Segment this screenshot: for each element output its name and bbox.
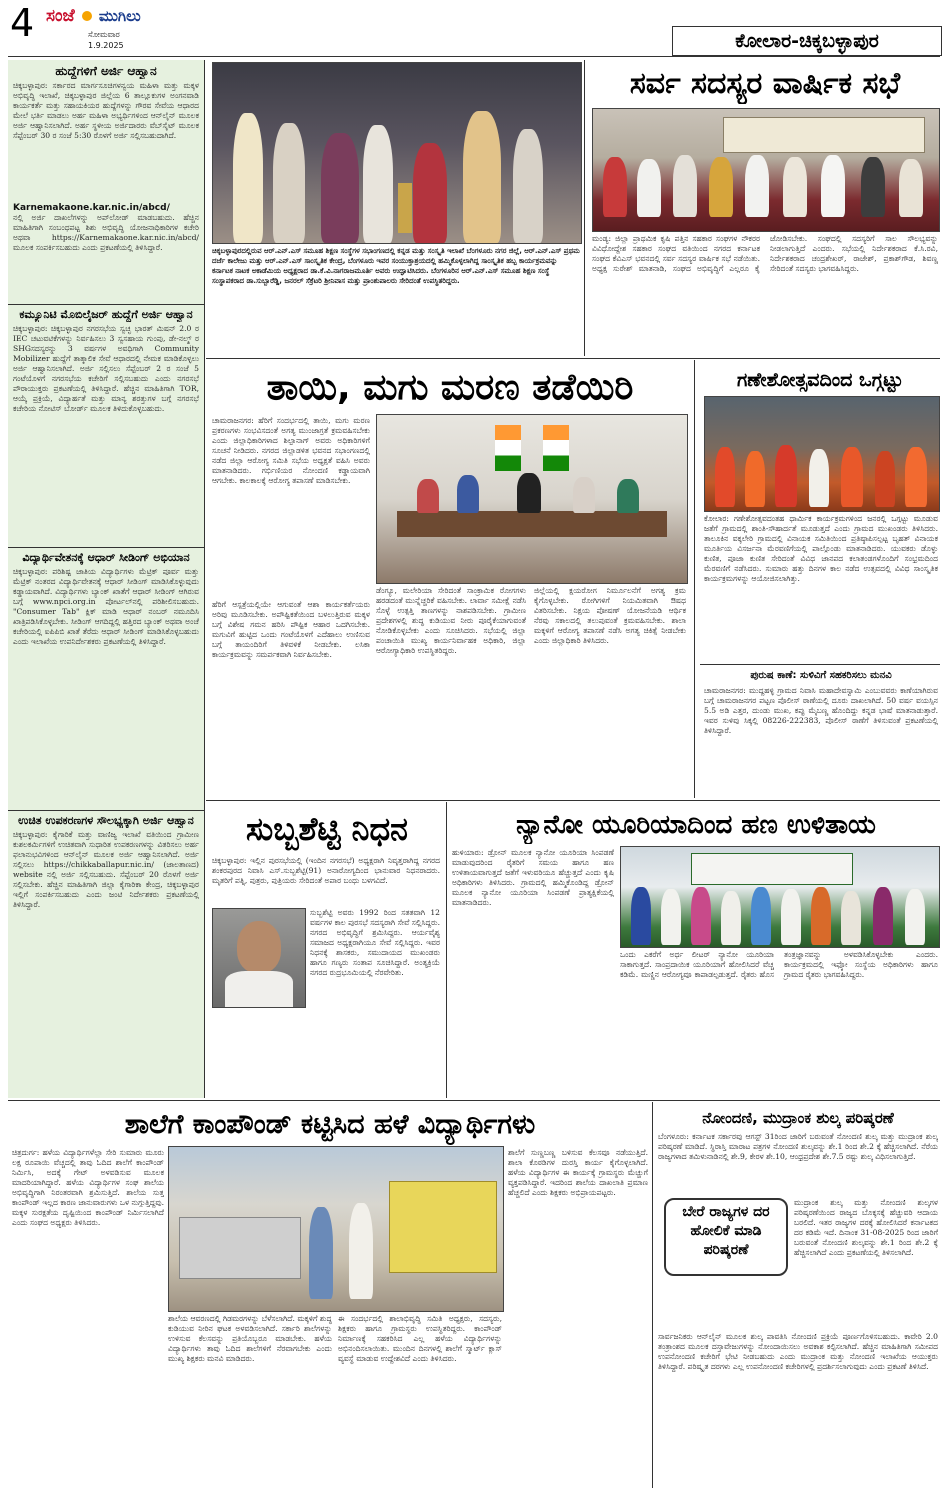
- registration-fee-text2: ಮುದ್ರಾಂಕ ಶುಲ್ಕ ಮತ್ತು ನೋಂದಣಿ ಶುಲ್ಕಗಳ ಪರಿಷ್ಕರಣೆಯಿಂದ ರಾಜ್ಯದ ಬೊಕ್ಕಸಕ್ಕೆ ಹೆಚ್ಚುವರಿ ಆದಾಯ ಬರಲಿದೆ. ಇತರ ರಾಜ್ಯಗಳ ದರಕ್ಕೆ ಹೋಲಿಸಿದರೆ ಕರ್ನಾಟಕದ ದರ ಕಡಿಮೆ ಇದೆ. ದಿನಾಂಕ 31-08-2025 ರಿಂದ ಜಾರಿಗೆ ಬರುವಂತೆ ನೋಂದಣಿ ಶುಲ್ಕವನ್ನು ಶೇ.1 ರಿಂದ ಶೇ.2 ಕ್ಕೆ ಹೆಚ್ಚಿಸಲಾಗಿದೆ ಎಂದು ಪ್ರಕಟಣೆಯಲ್ಲಿ ತಿಳಿಸಲಾಗಿದೆ.: [794, 1198, 938, 1257]
- masthead-name-part1: ಸಂಜೆ: [46, 6, 75, 26]
- mother-child-col1: ಚಾಮರಾಜನಗರ: ಹೆರಿಗೆ ಸಂದರ್ಭದಲ್ಲಿ ತಾಯಿ, ಮಗು ಮರಣ ಪ್ರಕರಣಗಳು ಸಂಭವಿಸದಂತೆ ಅಗತ್ಯ ಮುಂಜಾಗ್ರತೆ ಕ್ರಮವಹಿಸಬೇಕು ಎಂದು ಜಿಲ್ಲಾಧಿಕಾರಿಗಳಾದ ಶಿಲ್ಪಾನಾಗ್ ಅವರು ಅಧಿಕಾರಿಗಳಿಗೆ ಸೂಚನೆ ನೀಡಿದರು. ನಗರದ ಜಿಲ್ಲಾಡಳಿತ ಭವನದ ಸಭಾಂಗಣದಲ್ಲಿ ನಡೆದ ಜಿಲ್ಲಾ ಆರೋಗ್ಯ ಸಮಿತಿ ಸಭೆಯ ಅಧ್ಯಕ್ಷತೆ ವಹಿಸಿ ಅವರು ಮಾತನಾಡಿದರು. ಗರ್ಭಿಣಿಯರ ನೋಂದಣಿ ಕಡ್ಡಾಯವಾಗಿ ಆಗಬೇಕು. ಕಾಲಕಾಲಕ್ಕೆ ಆರೋಗ್ಯ ತಪಾಸಣೆ ಮಾಡಿಸಬೇಕು.: [212, 416, 370, 485]
- notice-text: ಚಿಕ್ಕಬಳ್ಳಾಪುರ: ಚಿಕ್ಕಬಳ್ಳಾಪುರ ನಗರಸಭೆಯ ಸ್ವಚ್ಛ ಭಾರತ್ ಮಿಷನ್ 2.0 ರ IEC ಚಟುವಟಿಕೆಗಳನ್ನು ನಿರ್ವಹಿಸಲು 3 ಸ್ವಸಹಾಯ ಗುಂಪು, ಡೇ-ನಲ್ಮ್ ರ SHGಸದಸ್ಯರನ್ನು 3 ವರ್ಷಗಳ ಅವಧಿಗಾಗಿ Community Mobilizer ಹುದ್ದೆಗೆ ತಾತ್ಕಾಲಿಕ ಸೇವೆ ಆಧಾರದಲ್ಲಿ ನೇಮಕ ಮಾಡಿಕೊಳ್ಳಲು ಅರ್ಜಿ ಆಹ್ವಾನಿಸಲಾಗಿದೆ. ಅರ್ಜಿ ಸಲ್ಲಿಸಲು ಸೆಪ್ಟೆಂಬರ್ 2 ರ ಸಂಜೆ 5 ಗಂಟೆಯೊಳಗೆ ನಗರಸಭೆಯ ಕಚೇರಿಗೆ ಸಲ್ಲಿಸಬಹುದು ಎಂದು ನಗರಸಭೆ ಪೌರಾಯುಕ್ತರು ಪ್ರಕಟಣೆಯಲ್ಲಿ ತಿಳಿಸಿದ್ದಾರೆ. ಹೆಚ್ಚಿನ ಮಾಹಿತಿಗಾಗಿ TOR, ಆಯ್ಕೆ ಪ್ರಕ್ರಿಯೆ, ವಿದ್ಯಾರ್ಹತೆ ಮತ್ತು ಮಾನ್ಯ ಶರತ್ತುಗಳ ಬಗ್ಗೆ ನಗರಸಭೆ ಕಚೇರಿಯ ನೋಟಿಸ್ ಬೋರ್ಡ್ ಮೂಲಕ ತಿಳಿದುಕೊಳ್ಳಬಹುದು.: [13, 324, 199, 413]
- nano-urea-text1: ಹುಳಿಯಾರು: ಡ್ರೋನ್ ಮೂಲಕ ನ್ಯಾನೋ ಯೂರಿಯಾ ಸಿಂಪಡಣೆ ಮಾಡುವುದರಿಂದ ರೈತರಿಗೆ ಸಮಯ ಹಾಗೂ ಹಣ ಉಳಿತಾಯವಾಗುತ್ತದೆ ಜತೆಗೆ ಇಳುವರಿಯೂ ಹೆಚ್ಚುತ್ತದೆ ಎಂದು ಕೃಷಿ ಅಧಿಕಾರಿಗಳು ತಿಳಿಸಿದರು. ಗ್ರಾಮದಲ್ಲಿ ಹಮ್ಮಿಕೊಂಡಿದ್ದ ಡ್ರೋನ್ ಮೂಲಕ ನ್ಯಾನೋ ಯೂರಿಯಾ ಸಿಂಪಡಣೆ ಪ್ರಾತ್ಯಕ್ಷಿಕೆಯಲ್ಲಿ ಮಾತನಾಡಿದರು.: [452, 848, 614, 907]
- registration-fee-text3: ಸಾರ್ವಜನಿಕರು ಆನ್‌ಲೈನ್ ಮೂಲಕ ಶುಲ್ಕ ಪಾವತಿಸಿ ನೋಂದಣಿ ಪ್ರಕ್ರಿಯೆ ಪೂರ್ಣಗೊಳಿಸಬಹುದು. ಕಾವೇರಿ 2.0 ತಂತ್ರಾಂಶದ ಮೂಲಕ ದಸ್ತಾವೇಜುಗಳನ್ನು ನೋಂದಾಯಿಸಲು ಅವಕಾಶ ಕಲ್ಪಿಸಲಾಗಿದೆ. ಹೆಚ್ಚಿನ ಮಾಹಿತಿಗಾಗಿ ಸಮೀಪದ ಉಪನೋಂದಣಿ ಕಚೇರಿಗೆ ಭೇಟಿ ನೀಡಬಹುದು ಎಂದು ಮುದ್ರಾಂಕ ಮತ್ತು ನೋಂದಣಿ ಇಲಾಖೆಯ ಆಯುಕ್ತರು ತಿಳಿಸಿದ್ದಾರೆ. ಪರಿಷ್ಕೃತ ದರಗಳು ಎಲ್ಲ ಉಪನೋಂದಣಿ ಕಚೇರಿಗಳಲ್ಲಿ ಪ್ರದರ್ಶಿಸಲಾಗುವುದು ಎಂದು ಪ್ರಕಟಣೆ ತಿಳಿಸಿದೆ.: [658, 1332, 938, 1371]
- masthead-name-part2: ಮುಗಿಲು: [98, 7, 141, 25]
- obituary-headline: ಸುಬ್ಬಶೆಟ್ಟಿ ನಿಧನ: [246, 810, 408, 848]
- notice-title: ವಿದ್ಯಾರ್ಥಿವೇತನಕ್ಕೆ ಆಧಾರ್ ಸೀಡಿಂಗ್ ಅಭಿಯಾನ: [22, 551, 190, 564]
- notice-text: ಚಿಕ್ಕಬಳ್ಳಾಪುರ: ಕೈಗಾರಿಕೆ ಮತ್ತು ವಾಣಿಜ್ಯ ಇಲಾಖೆ ವತಿಯಿಂದ ಗ್ರಾಮೀಣ ಕುಶಲಕರ್ಮಿಗಳಿಗೆ ಉಚಿತವಾಗಿ ಸುಧಾರಿತ ಉಪಕರಣಗಳನ್ನು ವಿತರಿಸಲು ಅರ್ಹ ಫಲಾನುಭವಿಗಳಿಂದ ಆನ್‌ಲೈನ್ ಮೂಲಕ ಅರ್ಜಿ ಆಹ್ವಾನಿಸಲಾಗಿದೆ. ಅರ್ಜಿ ಸಲ್ಲಿಸಲು https://chikkaballapur.nic.in/ (ಜಾಲತಾಣದ) website ನಲ್ಲಿ ಅರ್ಜಿ ಸಲ್ಲಿಸಬಹುದು. ಸೆಪ್ಟೆಂಬರ್ 20 ರೊಳಗೆ ಅರ್ಜಿ ಸಲ್ಲಿಸಬೇಕು. ಹೆಚ್ಚಿನ ಮಾಹಿತಿಗಾಗಿ ಜಿಲ್ಲಾ ಕೈಗಾರಿಕಾ ಕೇಂದ್ರ, ಚಿಕ್ಕಬಳ್ಳಾಪುರ ಇಲ್ಲಿಗೆ ಸಂಪರ್ಕಿಸಬಹುದು ಎಂದು ಜಂಟಿ ನಿರ್ದೇಶಕರು ಪ್ರಕಟಣೆಯಲ್ಲಿ ತಿಳಿಸಿದ್ದಾರೆ.: [13, 830, 199, 909]
- ganesh-festival-photo: [704, 396, 940, 512]
- masthead-logo: [46, 6, 166, 28]
- mother-child-col4: ಜಿಲ್ಲೆಯಲ್ಲಿ ಕ್ಷಯರೋಗ ನಿರ್ಮೂಲನೆಗೆ ಅಗತ್ಯ ಕ್ರಮ ಕೈಗೊಳ್ಳಬೇಕು. ರೋಗಿಗಳಿಗೆ ನಿಯಮಿತವಾಗಿ ಔಷಧ ವಿತರಿಸಬೇಕು. ನಿಕ್ಷಯ ಪೋಷಣ್ ಯೋಜನೆಯಡಿ ಆರ್ಥಿಕ ನೆರವು ಸಕಾಲದಲ್ಲಿ ತಲುಪುವಂತೆ ಕ್ರಮವಹಿಸಬೇಕು. ಶಾಲಾ ಮಕ್ಕಳಿಗೆ ಆರೋಗ್ಯ ತಪಾಸಣೆ ನಡೆಸಿ ಅಗತ್ಯ ಚಿಕಿತ್ಸೆ ನೀಡಬೇಕು ಎಂದು ಜಿಲ್ಲಾಧಿಕಾರಿ ತಿಳಿಸಿದರು.: [534, 586, 686, 645]
- page-number: 4: [10, 2, 35, 44]
- nano-urea-text2: ಒಂದು ಎಕರೆಗೆ ಅರ್ಧ ಲೀಟರ್ ನ್ಯಾನೋ ಯೂರಿಯಾ ಸಾಕಾಗುತ್ತದೆ. ಸಾಂಪ್ರದಾಯಿಕ ಯೂರಿಯಾಗೆ ಹೋಲಿಸಿದರೆ ವೆಚ್ಚ ಕಡಿಮೆ. ಮಣ್ಣಿನ ಆರೋಗ್ಯವೂ ಕಾಪಾಡಲ್ಪಡುತ್ತದೆ. ರೈತರು ಹೊಸ ತಂತ್ರಜ್ಞಾನವನ್ನು ಅಳವಡಿಸಿಕೊಳ್ಳಬೇಕು ಎಂದರು. ಕಾರ್ಯಕ್ರಮದಲ್ಲಿ ಇಫ್ಕೋ ಸಂಸ್ಥೆಯ ಅಧಿಕಾರಿಗಳು ಹಾಗೂ ಗ್ರಾಮದ ರೈತರು ಭಾಗವಹಿಸಿದ್ದರು.: [620, 950, 938, 979]
- nano-urea-headline: ನ್ಯಾನೋ ಯೂರಿಯಾದಿಂದ ಹಣ ಉಳಿತಾಯ: [516, 810, 876, 840]
- registration-fee-headline: ನೋಂದಣಿ, ಮುದ್ರಾಂಕ ಶುಲ್ಕ ಪರಿಷ್ಕರಣೆ: [702, 1109, 894, 1127]
- agm-meeting-photo: [592, 108, 940, 232]
- registration-fee-pull-quote: ಬೇರೆ ರಾಜ್ಯಗಳ ದರ ಹೋಲಿಕೆ ಮಾಡಿ ಪರಿಷ್ಕರಣೆ: [664, 1198, 788, 1276]
- section-title: ಕೋಲಾರ-ಚಿಕ್ಕಬಳ್ಳಾಪುರ: [672, 26, 942, 56]
- masthead-day: ಸೋಮವಾರ: [88, 30, 120, 39]
- obituary-text-top: ಚಿಕ್ಕಬಳ್ಳಾಪುರ: ಇಲ್ಲಿನ ಪುರಸಭೆಯಲ್ಲಿ (ಇಂದಿನ ನಗರಸಭೆ) ಅಧ್ಯಕ್ಷರಾಗಿ ನಿವೃತ್ತರಾಗಿದ್ದ ನಗರದ ಶಂಕರಪುರದ ನಿವಾಸಿ ಎಸ್.ಸುಬ್ಬಶೆಟ್ಟಿ(91) ಅನಾರೋಗ್ಯದಿಂದ ಭಾನುವಾರ ನಿಧನರಾದರು. ಮೃತರಿಗೆ ಪತ್ನಿ, ಪುತ್ರರು, ಪುತ್ರಿಯರು ಸೇರಿದಂತೆ ಅಪಾರ ಬಂಧು ಬಳಗವಿದೆ.: [212, 856, 440, 885]
- obituary-text-side: ಸುಬ್ಬಶೆಟ್ಟಿ ಅವರು 1992 ರಿಂದ ಸತತವಾಗಿ 12 ವರ್ಷಗಳ ಕಾಲ ಪುರಸಭೆ ಸದಸ್ಯರಾಗಿ ಸೇವೆ ಸಲ್ಲಿಸಿದ್ದರು. ನಗರದ ಅಭಿವೃದ್ಧಿಗೆ ಶ್ರಮಿಸಿದ್ದರು. ಆರ್ಯವೈಶ್ಯ ಸಮಾಜದ ಅಧ್ಯಕ್ಷರಾಗಿಯೂ ಸೇವೆ ಸಲ್ಲಿಸಿದ್ದರು. ಇವರ ನಿಧನಕ್ಕೆ ಶಾಸಕರು, ಸಮುದಾಯದ ಮುಖಂಡರು ಹಾಗೂ ಗಣ್ಯರು ಸಂತಾಪ ಸೂಚಿಸಿದ್ದಾರೆ. ಅಂತ್ಯಕ್ರಿಯೆ ನಗರದ ರುದ್ರಭೂಮಿಯಲ್ಲಿ ನೆರವೇರಿತು.: [310, 908, 440, 977]
- masthead-date: 1.9.2025: [88, 41, 124, 50]
- school-compound-headline: ಶಾಲೆಗೆ ಕಾಂಪೌಂಡ್ ಕಟ್ಟಿಸಿದ ಹಳೆ ವಿದ್ಯಾರ್ಥಿಗಳು: [124, 1109, 536, 1140]
- sun-icon: [82, 11, 92, 21]
- obituary-portrait: [212, 908, 306, 1008]
- missing-person-headline: ಪುರುಷ ಕಾಣೆ: ಸುಳಿವಿಗೆ ಸಹಕರಿಸಲು ಮನವಿ: [750, 670, 892, 681]
- agm-text: ಮಂಡ್ಯ: ಜಿಲ್ಲಾ ಪ್ರಾಥಮಿಕ ಕೃಷಿ ಪತ್ತಿನ ಸಹಕಾರ ಸಂಘಗಳ ನೌಕರರ ವಿವಿಧೋದ್ದೇಶ ಸಹಕಾರ ಸಂಘದ ವತಿಯಿಂದ ನಗರದ ಕರ್ನಾಟಕ ಸಂಘದ ಕೆವಿಎಸ್ ಭವನದಲ್ಲಿ ಸರ್ವ ಸದಸ್ಯರ ವಾರ್ಷಿಕ ಸಭೆ ನಡೆಯಿತು. ಅಧ್ಯಕ್ಷ ಸುರೇಶ್ ಮಾತನಾಡಿ, ಸಂಘದ ಅಭಿವೃದ್ಧಿಗೆ ಎಲ್ಲರೂ ಕೈ ಜೋಡಿಸಬೇಕು. ಸಂಘದಲ್ಲಿ ಸದಸ್ಯರಿಗೆ ಸಾಲ ಸೌಲಭ್ಯವನ್ನು ನೀಡಲಾಗುತ್ತಿದೆ ಎಂದರು. ಸಭೆಯಲ್ಲಿ ನಿರ್ದೇಶಕರಾದ ಕೆ.ಸಿ.ರವಿ, ನಿರ್ದೇಶಕರಾದ ಚಂದ್ರಶೇಖರ್, ರಾಜೇಶ್, ಪ್ರಕಾಶ್‌ಗೌಡ, ಶಿವಣ್ಣ ಸೇರಿದಂತೆ ಸದಸ್ಯರು ಭಾಗವಹಿಸಿದ್ದರು.: [592, 234, 938, 273]
- mother-child-headline: ತಾಯಿ, ಮಗು ಮರಣ ತಡೆಯಿರಿ: [266, 367, 634, 408]
- left-notices-column: [8, 60, 205, 1098]
- school-compound-col3: ಈ ಸಂದರ್ಭದಲ್ಲಿ ಶಾಲಾಭಿವೃದ್ಧಿ ಸಮಿತಿ ಅಧ್ಯಕ್ಷರು, ಸದಸ್ಯರು, ಶಿಕ್ಷಕರು ಹಾಗೂ ಗ್ರಾಮಸ್ಥರು ಉಪಸ್ಥಿತರಿದ್ದರು. ಕಾಂಪೌಂಡ್ ನಿರ್ಮಾಣಕ್ಕೆ ಸಹಕರಿಸಿದ ಎಲ್ಲ ಹಳೆಯ ವಿದ್ಯಾರ್ಥಿಗಳನ್ನು ಅಭಿನಂದಿಸಲಾಯಿತು. ಮುಂದಿನ ದಿನಗಳಲ್ಲಿ ಶಾಲೆಗೆ ಸ್ಮಾರ್ಟ್ ಕ್ಲಾಸ್ ವ್ಯವಸ್ಥೆ ಮಾಡುವ ಉದ್ದೇಶವಿದೆ ಎಂದು ತಿಳಿಸಿದರು.: [338, 1314, 502, 1363]
- notice-title: ಹುದ್ದೆಗಳಿಗೆ ಅರ್ಜಿ ಆಹ್ವಾನ: [55, 64, 157, 78]
- missing-person-text: ಚಾಮರಾಜನಗರ: ಮುದ್ದಹಳ್ಳಿ ಗ್ರಾಮದ ನಿವಾಸಿ ಮಹಾದೇವಸ್ವಾಮಿ ಎಂಬುವವರು ಕಾಣೆಯಾಗಿರುವ ಬಗ್ಗೆ ಚಾಮರಾಜನಗರ ಪಟ್ಟಣ ಪೊಲೀಸ್ ಠಾಣೆಯಲ್ಲಿ ದೂರು ದಾಖಲಾಗಿದೆ. 50 ವರ್ಷ ವಯಸ್ಸಿನ 5.5 ಅಡಿ ಎತ್ತರ, ದುಂಡು ಮುಖ, ಕಪ್ಪು ಮೈಬಣ್ಣ ಹೊಂದಿದ್ದು ಕನ್ನಡ ಭಾಷೆ ಮಾತನಾಡುತ್ತಾರೆ. ಇವರ ಸುಳಿವು ಸಿಕ್ಕಲ್ಲಿ 08226-222383, ಪೊಲೀಸ್ ಠಾಣೆಗೆ ತಿಳಿಸುವಂತೆ ಪ್ರಕಟಣೆಯಲ್ಲಿ ತಿಳಿಸಿದ್ದಾರೆ.: [704, 686, 938, 735]
- nano-urea-event-photo: [620, 846, 940, 948]
- notice-link[interactable]: Karnemakaone.kar.nic.in/abcd/: [13, 203, 170, 213]
- mother-child-col2: ಹೆರಿಗೆ ಆಸ್ಪತ್ರೆಯಲ್ಲಿಯೇ ಆಗುವಂತೆ ಆಶಾ ಕಾರ್ಯಕರ್ತೆಯರು ಅರಿವು ಮೂಡಿಸಬೇಕು. ಅಪೌಷ್ಟಿಕತೆಯಿಂದ ಬಳಲುತ್ತಿರುವ ಮಕ್ಕಳ ಬಗ್ಗೆ ವಿಶೇಷ ಗಮನ ಹರಿಸಿ ಪೌಷ್ಟಿಕ ಆಹಾರ ಒದಗಿಸಬೇಕು. ಮಗುವಿಗೆ ಹುಟ್ಟಿದ ಒಂದು ಗಂಟೆಯೊಳಗೆ ಎದೆಹಾಲು ಉಣಿಸುವ ಬಗ್ಗೆ ತಾಯಂದಿರಿಗೆ ತಿಳಿವಳಿಕೆ ನೀಡಬೇಕು. ಲಸಿಕಾ ಕಾರ್ಯಕ್ರಮವನ್ನು ಸಮರ್ಪಕವಾಗಿ ನಿರ್ವಹಿಸಬೇಕು.: [212, 600, 370, 659]
- school-compound-col2: ಶಾಲೆಯ ಆವರಣದಲ್ಲಿ ಗಿಡಮರಗಳನ್ನು ಬೆಳೆಸಲಾಗಿದೆ. ಮಕ್ಕಳಿಗೆ ಶುದ್ಧ ಕುಡಿಯುವ ನೀರಿನ ಘಟಕ ಅಳವಡಿಸಲಾಗಿದೆ. ಸರ್ಕಾರಿ ಶಾಲೆಗಳನ್ನು ಉಳಿಸುವ ಕೆಲಸವನ್ನು ಪ್ರತಿಯೊಬ್ಬರೂ ಮಾಡಬೇಕು. ಹಳೆಯ ವಿದ್ಯಾರ್ಥಿಗಳು ತಾವು ಓದಿದ ಶಾಲೆಗಳಿಗೆ ನೆರವಾಗಬೇಕು ಎಂದು ಮುಖ್ಯ ಶಿಕ್ಷಕರು ಮನವಿ ಮಾಡಿದರು.: [168, 1314, 332, 1363]
- cultural-event-photo: [212, 62, 582, 244]
- notice-title: ಕಮ್ಯೂನಿಟಿ ಮೊಬಿಲೈಜರ್ ಹುದ್ದೆಗೆ ಅರ್ಜಿ ಆಹ್ವಾನ: [19, 308, 193, 321]
- cultural-event-caption: ಚಿಕ್ಕಬಳ್ಳಾಪುರದಲ್ಲಿರುವ ಆರ್.ಎನ್.ಎಸ್ ಸಮೂಹ ಶಿಕ್ಷಣ ಸಂಸ್ಥೆಗಳ ಸಭಾಂಗಣದಲ್ಲಿ ಕನ್ನಡ ಮತ್ತು ಸಂಸ್ಕೃತಿ ಇಲಾಖೆ ಬೆಂಗಳೂರು ನಗರ ಜಿಲ್ಲೆ, ಆರ್.ಎನ್.ಎಸ್ ಪ್ರಥಮ ದರ್ಜೆ ಕಾಲೇಜು ಮತ್ತು ಆರ್.ಎನ್.ಎಸ್ ಸಾಂಸ್ಕೃತಿಕ ಕೇಂದ್ರ, ಬೆಂಗಳೂರು ಇವರ ಸಂಯುಕ್ತಾಶ್ರಯದಲ್ಲಿ ಹಮ್ಮಿಕೊಳ್ಳಲಾಗಿದ್ದ ಸಾಂಸ್ಕೃತಿಕ ಹಬ್ಬ ಕಾರ್ಯಕ್ರಮವನ್ನು ಕರ್ನಾಟಕ ನಾಟಕ ಅಕಾಡೆಮಿಯ ಅಧ್ಯಕ್ಷರಾದ ಡಾ.ಕೆ.ವಿ.ನಾಗರಾಜಮೂರ್ತಿ ಅವರು ಉದ್ಘಾಟಿಸಿದರು. ಬೆಂಗಳೂರಿನ ಆರ್.ಎನ್.ಎಸ್ ಸಮೂಹ ಶಿಕ್ಷಣ ಸಂಸ್ಥೆ ಸಂಸ್ಥಾಪಕರಾದ ಡಾ.ಸುಬ್ಬಾರೆಡ್ಡಿ, ಜನರಲ್ ಸೆಕ್ರೆಟರಿ ಶ್ರೀನಿವಾಸ ಮತ್ತು ಪ್ರಾಂಶುಪಾಲರು ಸೇರಿದಂತೆ ಉಪಸ್ಥಿತರಿದ್ದರು.: [212, 247, 580, 285]
- masthead: [0, 0, 945, 56]
- health-meeting-photo: [376, 414, 688, 584]
- ganesh-headline: ಗಣೇಶೋತ್ಸವದಿಂದ ಒಗ್ಗಟ್ಟು: [737, 369, 903, 391]
- school-compound-col4: ಶಾಲೆಗೆ ಸುಣ್ಣಬಣ್ಣ ಬಳಿಸುವ ಕೆಲಸವೂ ನಡೆಯುತ್ತಿದೆ. ಶಾಲಾ ಕೊಠಡಿಗಳ ದುರಸ್ತಿ ಕಾರ್ಯ ಕೈಗೊಳ್ಳಲಾಗಿದೆ. ಹಳೆಯ ವಿದ್ಯಾರ್ಥಿಗಳ ಈ ಕಾರ್ಯಕ್ಕೆ ಗ್ರಾಮಸ್ಥರು ಮೆಚ್ಚುಗೆ ವ್ಯಕ್ತಪಡಿಸಿದ್ದಾರೆ. ಇದರಿಂದ ಶಾಲೆಯ ದಾಖಲಾತಿ ಪ್ರಮಾಣ ಹೆಚ್ಚಲಿದೆ ಎಂದು ಶಿಕ್ಷಕರು ಅಭಿಪ್ರಾಯಪಟ್ಟರು.: [508, 1148, 648, 1197]
- notice-text: ಚಿಕ್ಕಬಳ್ಳಾಪುರ: ಪರಿಶಿಷ್ಟ ಜಾತಿಯ ವಿದ್ಯಾರ್ಥಿಗಳು ಮೆಟ್ರಿಕ್ ಪೂರ್ವ ಮತ್ತು ಮೆಟ್ರಿಕ್ ನಂತರದ ವಿದ್ಯಾರ್ಥಿವೇತನಕ್ಕೆ ಆಧಾರ್ ಸೀಡಿಂಗ್ ಮಾಡಿಸಿಕೊಳ್ಳುವುದು ಕಡ್ಡಾಯವಾಗಿದೆ. ವಿದ್ಯಾರ್ಥಿಗಳು ಬ್ಯಾಂಕ್ ಖಾತೆಗೆ ಆಧಾರ್ ಸೀಡಿಂಗ್ ಆಗಿರುವ ಬಗ್ಗೆ www.npci.org.in ಪೋರ್ಟಲ್‌ನಲ್ಲಿ ಪರಿಶೀಲಿಸಬಹುದು. "Consumer Tab" ಕ್ಲಿಕ್ ಮಾಡಿ ಆಧಾರ್ ನಂಬರ್ ನಮೂದಿಸಿ ಖಾತ್ರಿಪಡಿಸಿಕೊಳ್ಳಬೇಕು. ಸೀಡಿಂಗ್ ಆಗದಿದ್ದಲ್ಲಿ ಹತ್ತಿರದ ಬ್ಯಾಂಕ್ ಅಥವಾ ಅಂಚೆ ಕಚೇರಿಯಲ್ಲಿ ಐಪಿಪಿಬಿ ಖಾತೆ ತೆರೆದು ಆಧಾರ್ ಸೀಡಿಂಗ್ ಮಾಡಿಸಿಕೊಳ್ಳಬಹುದು ಎಂದು ಇಲಾಖೆಯ ಉಪನಿರ್ದೇಶಕರು ಪ್ರಕಟಣೆಯಲ್ಲಿ ತಿಳಿಸಿದ್ದಾರೆ.: [13, 567, 199, 646]
- ganesh-text: ಕೋಲಾರ: ಗಣೇಶೋತ್ಸವದಂತಹ ಧಾರ್ಮಿಕ ಕಾರ್ಯಕ್ರಮಗಳಿಂದ ಜನರಲ್ಲಿ ಒಗ್ಗಟ್ಟು ಮೂಡುವ ಜತೆಗೆ ಗ್ರಾಮದಲ್ಲಿ ಶಾಂತಿ-ಸೌಹಾರ್ದತೆ ಮೂಡುತ್ತದೆ ಎಂದು ಗ್ರಾಮದ ಮುಖಂಡರು ತಿಳಿಸಿದರು. ತಾಲೂಕಿನ ವಕ್ಕಲೇರಿ ಗ್ರಾಮದಲ್ಲಿ ವಿನಾಯಕ ಸಮಿತಿಯಿಂದ ಪ್ರತಿಷ್ಠಾಪಿಸಲ್ಪಟ್ಟ ಬೃಹತ್ ವಿನಾಯಕ ಮೂರ್ತಿಯ ವಿಸರ್ಜನಾ ಮೆರವಣಿಗೆಯಲ್ಲಿ ಪಾಲ್ಗೊಂಡು ಮಾತನಾಡಿದರು. ಯುವಕರು ಡೊಳ್ಳು ಕುಣಿತ, ಪೂಜಾ ಕುಣಿತ ಸೇರಿದಂತೆ ವಿವಿಧ ಜಾನಪದ ಕಲಾತಂಡಗಳೊಂದಿಗೆ ಸಂಭ್ರಮದಿಂದ ಮೆರವಣಿಗೆ ನಡೆಸಿದರು. ಸುಮಾರು ಹತ್ತು ದಿನಗಳ ಕಾಲ ನಡೆದ ಉತ್ಸವದಲ್ಲಿ ವಿವಿಧ ಸಾಂಸ್ಕೃತಿಕ ಕಾರ್ಯಕ್ರಮಗಳನ್ನು ಆಯೋಜಿಸಲಾಗಿತ್ತು.: [704, 514, 938, 583]
- school-compound-photo: [168, 1146, 504, 1312]
- notice-text: ಚಿಕ್ಕಬಳ್ಳಾಪುರ: ಸರ್ಕಾರದ ಮಾರ್ಗಸೂಚಿಗಳನ್ವಯ ಮಹಿಳಾ ಮತ್ತು ಮಕ್ಕಳ ಅಭಿವೃದ್ಧಿ ಇಲಾಖೆ, ಚಿಕ್ಕಬಳ್ಳಾಪುರ ಜಿಲ್ಲೆಯ 6 ತಾಲ್ಲೂಕುಗಳ ಅಂಗನವಾಡಿ ಕಾರ್ಯಕರ್ತೆ ಮತ್ತು ಸಹಾಯಕಿಯರ ಹುದ್ದೆಗಳನ್ನು ಗೌರವ ಸೇವೆಯ ಆಧಾರದ ಮೇಲೆ ಭರ್ತಿ ಮಾಡಲು ಅರ್ಹ ಮಹಿಳಾ ಅಭ್ಯರ್ಥಿಗಳಿಂದ ಆನ್‌ಲೈನ್ ಮೂಲಕ ಅರ್ಜಿ ಆಹ್ವಾನಿಸಲಾಗಿದೆ. ಅರ್ಹ ಸ್ಥಳೀಯ ಅರ್ಜಿದಾರರು ವೆಬ್‌ಸೈಟ್ ಮೂಲಕ ಸೆಪ್ಟೆಂಬರ್ 30 ರ ಸಂಜೆ 5:30 ರೊಳಗೆ ಅರ್ಜಿ ಸಲ್ಲಿಸಬಹುದಾಗಿದೆ.: [13, 81, 199, 140]
- notice-text: ನಲ್ಲಿ ಅರ್ಜಿ ದಾಖಲೆಗಳನ್ನು ಅಪ್‌ಲೋಡ್ ಮಾಡಬಹುದು. ಹೆಚ್ಚಿನ ಮಾಹಿತಿಗಾಗಿ ಸಂಬಂಧಪಟ್ಟ ಶಿಶು ಅಭಿವೃದ್ಧಿ ಯೋಜನಾಧಿಕಾರಿಗಳ ಕಚೇರಿ ಅಥವಾ https://Karnemakaone.kar.nic.in/abcd/ ಮೂಲಕ ಸಂಪರ್ಕಿಸಬಹುದು ಎಂದು ಪ್ರಕಟಣೆಯಲ್ಲಿ ತಿಳಿಸಿದ್ದಾರೆ.: [13, 213, 199, 252]
- notice-title: ಉಚಿತ ಉಪಕರಣಗಳ ಸೌಲಭ್ಯಕ್ಕಾಗಿ ಅರ್ಜಿ ಆಹ್ವಾನ: [18, 814, 194, 827]
- mother-child-col3: ಡೆಂಗ್ಯೂ, ಮಲೇರಿಯಾ ಸೇರಿದಂತೆ ಸಾಂಕ್ರಾಮಿಕ ರೋಗಗಳು ಹರಡದಂತೆ ಮುನ್ನೆಚ್ಚರಿಕೆ ವಹಿಸಬೇಕು. ಲಾರ್ವಾ ಸಮೀಕ್ಷೆ ನಡೆಸಿ ಸೊಳ್ಳೆ ಉತ್ಪತ್ತಿ ತಾಣಗಳನ್ನು ನಾಶಪಡಿಸಬೇಕು. ಗ್ರಾಮೀಣ ಪ್ರದೇಶಗಳಲ್ಲಿ ಶುದ್ಧ ಕುಡಿಯುವ ನೀರು ಪೂರೈಕೆಯಾಗುವಂತೆ ನೋಡಿಕೊಳ್ಳಬೇಕು ಎಂದು ಸೂಚಿಸಿದರು. ಸಭೆಯಲ್ಲಿ ಜಿಲ್ಲಾ ಪಂಚಾಯಿತಿ ಮುಖ್ಯ ಕಾರ್ಯನಿರ್ವಾಹಕ ಅಧಿಕಾರಿ, ಜಿಲ್ಲಾ ಆರೋಗ್ಯಾಧಿಕಾರಿ ಉಪಸ್ಥಿತರಿದ್ದರು.: [376, 586, 526, 655]
- school-compound-col1: ಚಿತ್ರದುರ್ಗ: ಹಳೆಯ ವಿದ್ಯಾರ್ಥಿಗಳೆಲ್ಲಾ ಸೇರಿ ಸುಮಾರು ಮೂರು ಲಕ್ಷ ರೂಪಾಯಿ ವೆಚ್ಚದಲ್ಲಿ ತಾವು ಓದಿದ ಶಾಲೆಗೆ ಕಾಂಪೌಂಡ್ ನಿರ್ಮಿಸಿ, ಅದಕ್ಕೆ ಗೇಟ್ ಅಳವಡಿಸುವ ಮೂಲಕ ಮಾದರಿಯಾಗಿದ್ದಾರೆ. ಹಳೆಯ ವಿದ್ಯಾರ್ಥಿಗಳ ಸಂಘ ಶಾಲೆಯ ಅಭಿವೃದ್ಧಿಗಾಗಿ ನಿರಂತರವಾಗಿ ಶ್ರಮಿಸುತ್ತಿದೆ. ಶಾಲೆಯ ಸುತ್ತ ಕಾಂಪೌಂಡ್ ಇಲ್ಲದ ಕಾರಣ ಜಾನುವಾರುಗಳು ಒಳ ನುಗ್ಗುತ್ತಿದ್ದವು. ಮಕ್ಕಳ ಸುರಕ್ಷತೆಯ ದೃಷ್ಟಿಯಿಂದ ಕಾಂಪೌಂಡ್ ನಿರ್ಮಿಸಲಾಗಿದೆ ಎಂದು ಸಂಘದ ಅಧ್ಯಕ್ಷರು ತಿಳಿಸಿದರು.: [12, 1148, 164, 1227]
- registration-fee-text1: ಬೆಂಗಳೂರು: ಕರ್ನಾಟಕ ಸರ್ಕಾರವು ಆಗಸ್ಟ್ 31ರಿಂದ ಜಾರಿಗೆ ಬರುವಂತೆ ನೋಂದಣಿ ಶುಲ್ಕ ಮತ್ತು ಮುದ್ರಾಂಕ ಶುಲ್ಕ ಪರಿಷ್ಕರಣೆ ಮಾಡಿದೆ. ಸ್ಥಿರಾಸ್ತಿ ಮಾರಾಟ ಪತ್ರಗಳ ನೋಂದಣಿ ಶುಲ್ಕವನ್ನು ಶೇ.1 ರಿಂದ ಶೇ.2 ಕ್ಕೆ ಹೆಚ್ಚಿಸಲಾಗಿದೆ. ನೆರೆಯ ರಾಜ್ಯಗಳಾದ ತಮಿಳುನಾಡಿನಲ್ಲಿ ಶೇ.9, ಕೇರಳ ಶೇ.10, ಆಂಧ್ರಪ್ರದೇಶ ಶೇ.7.5 ರಷ್ಟು ಶುಲ್ಕ ವಿಧಿಸಲಾಗುತ್ತಿದೆ.: [658, 1132, 938, 1161]
- agm-headline: ಸರ್ವ ಸದಸ್ಯರ ವಾರ್ಷಿಕ ಸಭೆ: [629, 66, 901, 101]
